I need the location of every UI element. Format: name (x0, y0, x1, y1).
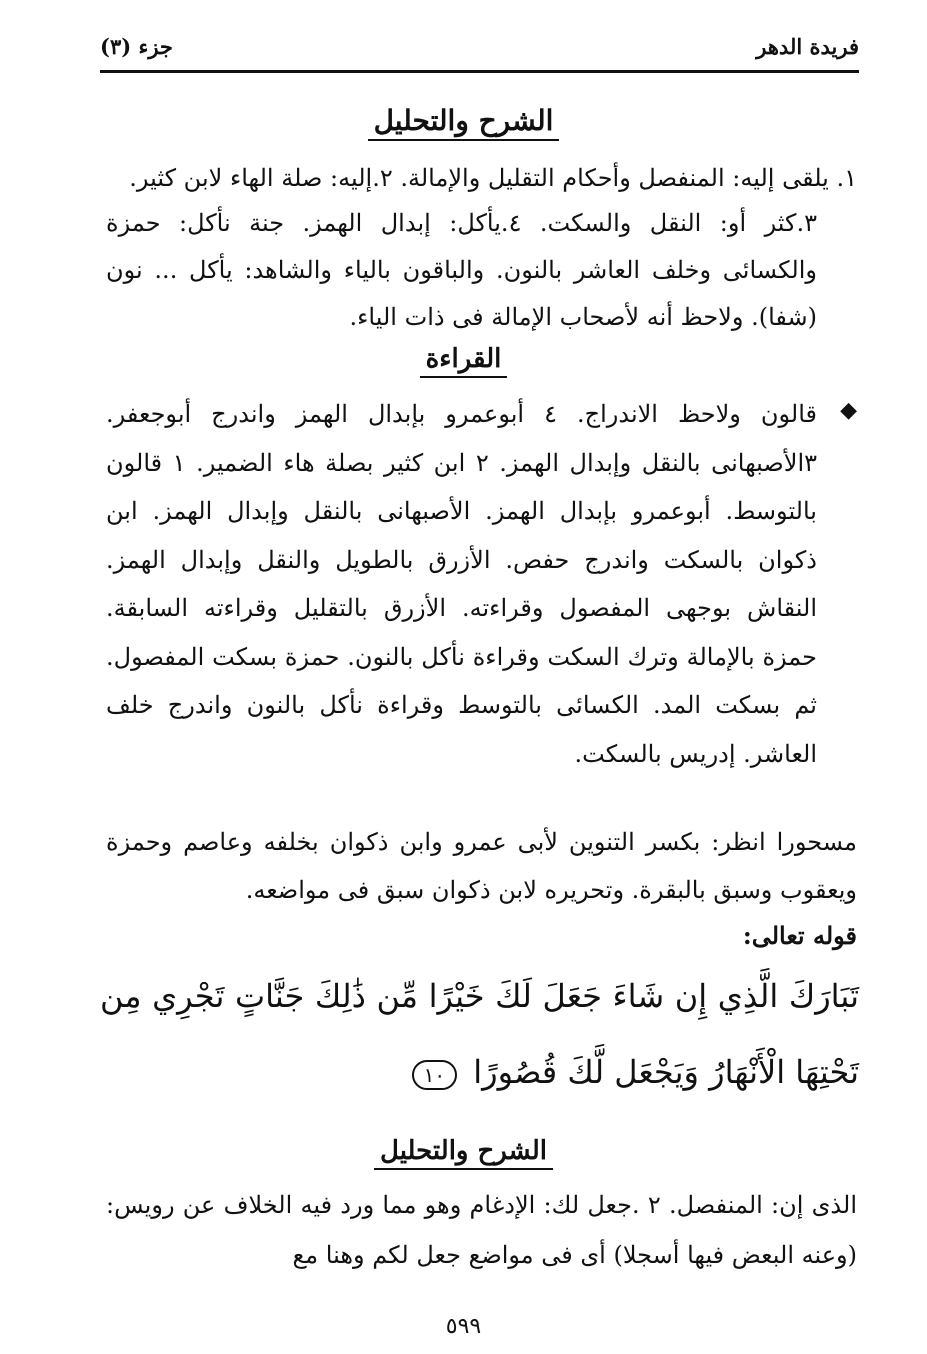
page-number: ٥٩٩ (445, 1314, 482, 1339)
book-title: فريدة الدهر (756, 34, 859, 59)
qiraah-paragraph: قالون ولاحظ الاندراج. ٤ أبوعمرو بإبدال الهمز واندرج أبوجعفر. ٣الأصبهانى بالنقل وإبدال الهمز. ٢ ابن كثير بصلة هاء الضمير. ١ قالون بالتوسط. أبوعمرو بإبدال الهمز. الأصبهانى بالنقل وإبدال الهمز. ابن ذكوان بالسكت واندرج حفص. الأزرق بالطويل والنقل وإبدال الهمز. النقاش بوجهى المفصول وقراءته. الأزرق بالتقليل وقراءته السابقة. حمزة بالإمالة وترك السكت وقراءة نأكل بالنون. حمزة بسكت المفصول. ثم بسكت المد. الكسائى بالتوسط وقراءة نأكل بالنون واندرج خلف العاشر. إدريس بالسكت. (106, 400, 818, 768)
section-heading-sharh-1: الشرح والتحليل (0, 104, 927, 141)
verse-text: تَبَارَكَ الَّذِي إِن شَاءَ جَعَلَ لَكَ خَيْرًا مِّن ذَٰلِكَ جَنَّاتٍ تَجْرِي مِن تَحْتِهَا الْأَنْهَارُ وَيَجْعَل لَّكَ قُصُورًا (100, 977, 859, 1091)
section-heading-sharh-2: الشرح والتحليل (0, 1136, 927, 1170)
part-label: جزء (٣) (100, 34, 173, 59)
sharh-paragraph-2: الذى إن: المنفصل. ٢ .جعل لك: الإدغام وهو مما ورد فيه الخلاف عن رويس: (وعنه البعض فيها أسجلا) أى فى مواضع جعل لكم وهنا مع (106, 1191, 857, 1269)
sharh-line-1: ١. يلقى إليه: المنفصل وأحكام التقليل والإمالة. ٢.إليه: صلة الهاء لابن كثير. (129, 164, 857, 192)
page-header (100, 30, 859, 73)
qawluh-taala: قوله تعالى: (742, 921, 857, 950)
quran-verse (100, 958, 859, 1110)
section-heading-qiraah: القراءة (0, 344, 927, 378)
ayah-number-marker: ١٠ (412, 1060, 457, 1090)
mashura-paragraph: مسحورا انظر: بكسر التنوين لأبى عمرو وابن ذكوان بخلفه وعاصم وحمزة ويعقوب وسبق بالبقرة. وتحريره لابن ذكوان سبق فى مواضعه. (106, 828, 857, 904)
sharh-paragraph-1: ٣.كثر أو: النقل والسكت. ٤.يأكل: إبدال الهمز. جنة نأكل: حمزة والكسائى وخلف العاشر بالنون. والباقون بالياء والشاهد: يأكل ... نون (شفا). ولاحظ أنه لأصحاب الإمالة فى ذات الياء. (106, 209, 817, 331)
diamond-bullet-icon: ◆ (840, 398, 857, 423)
